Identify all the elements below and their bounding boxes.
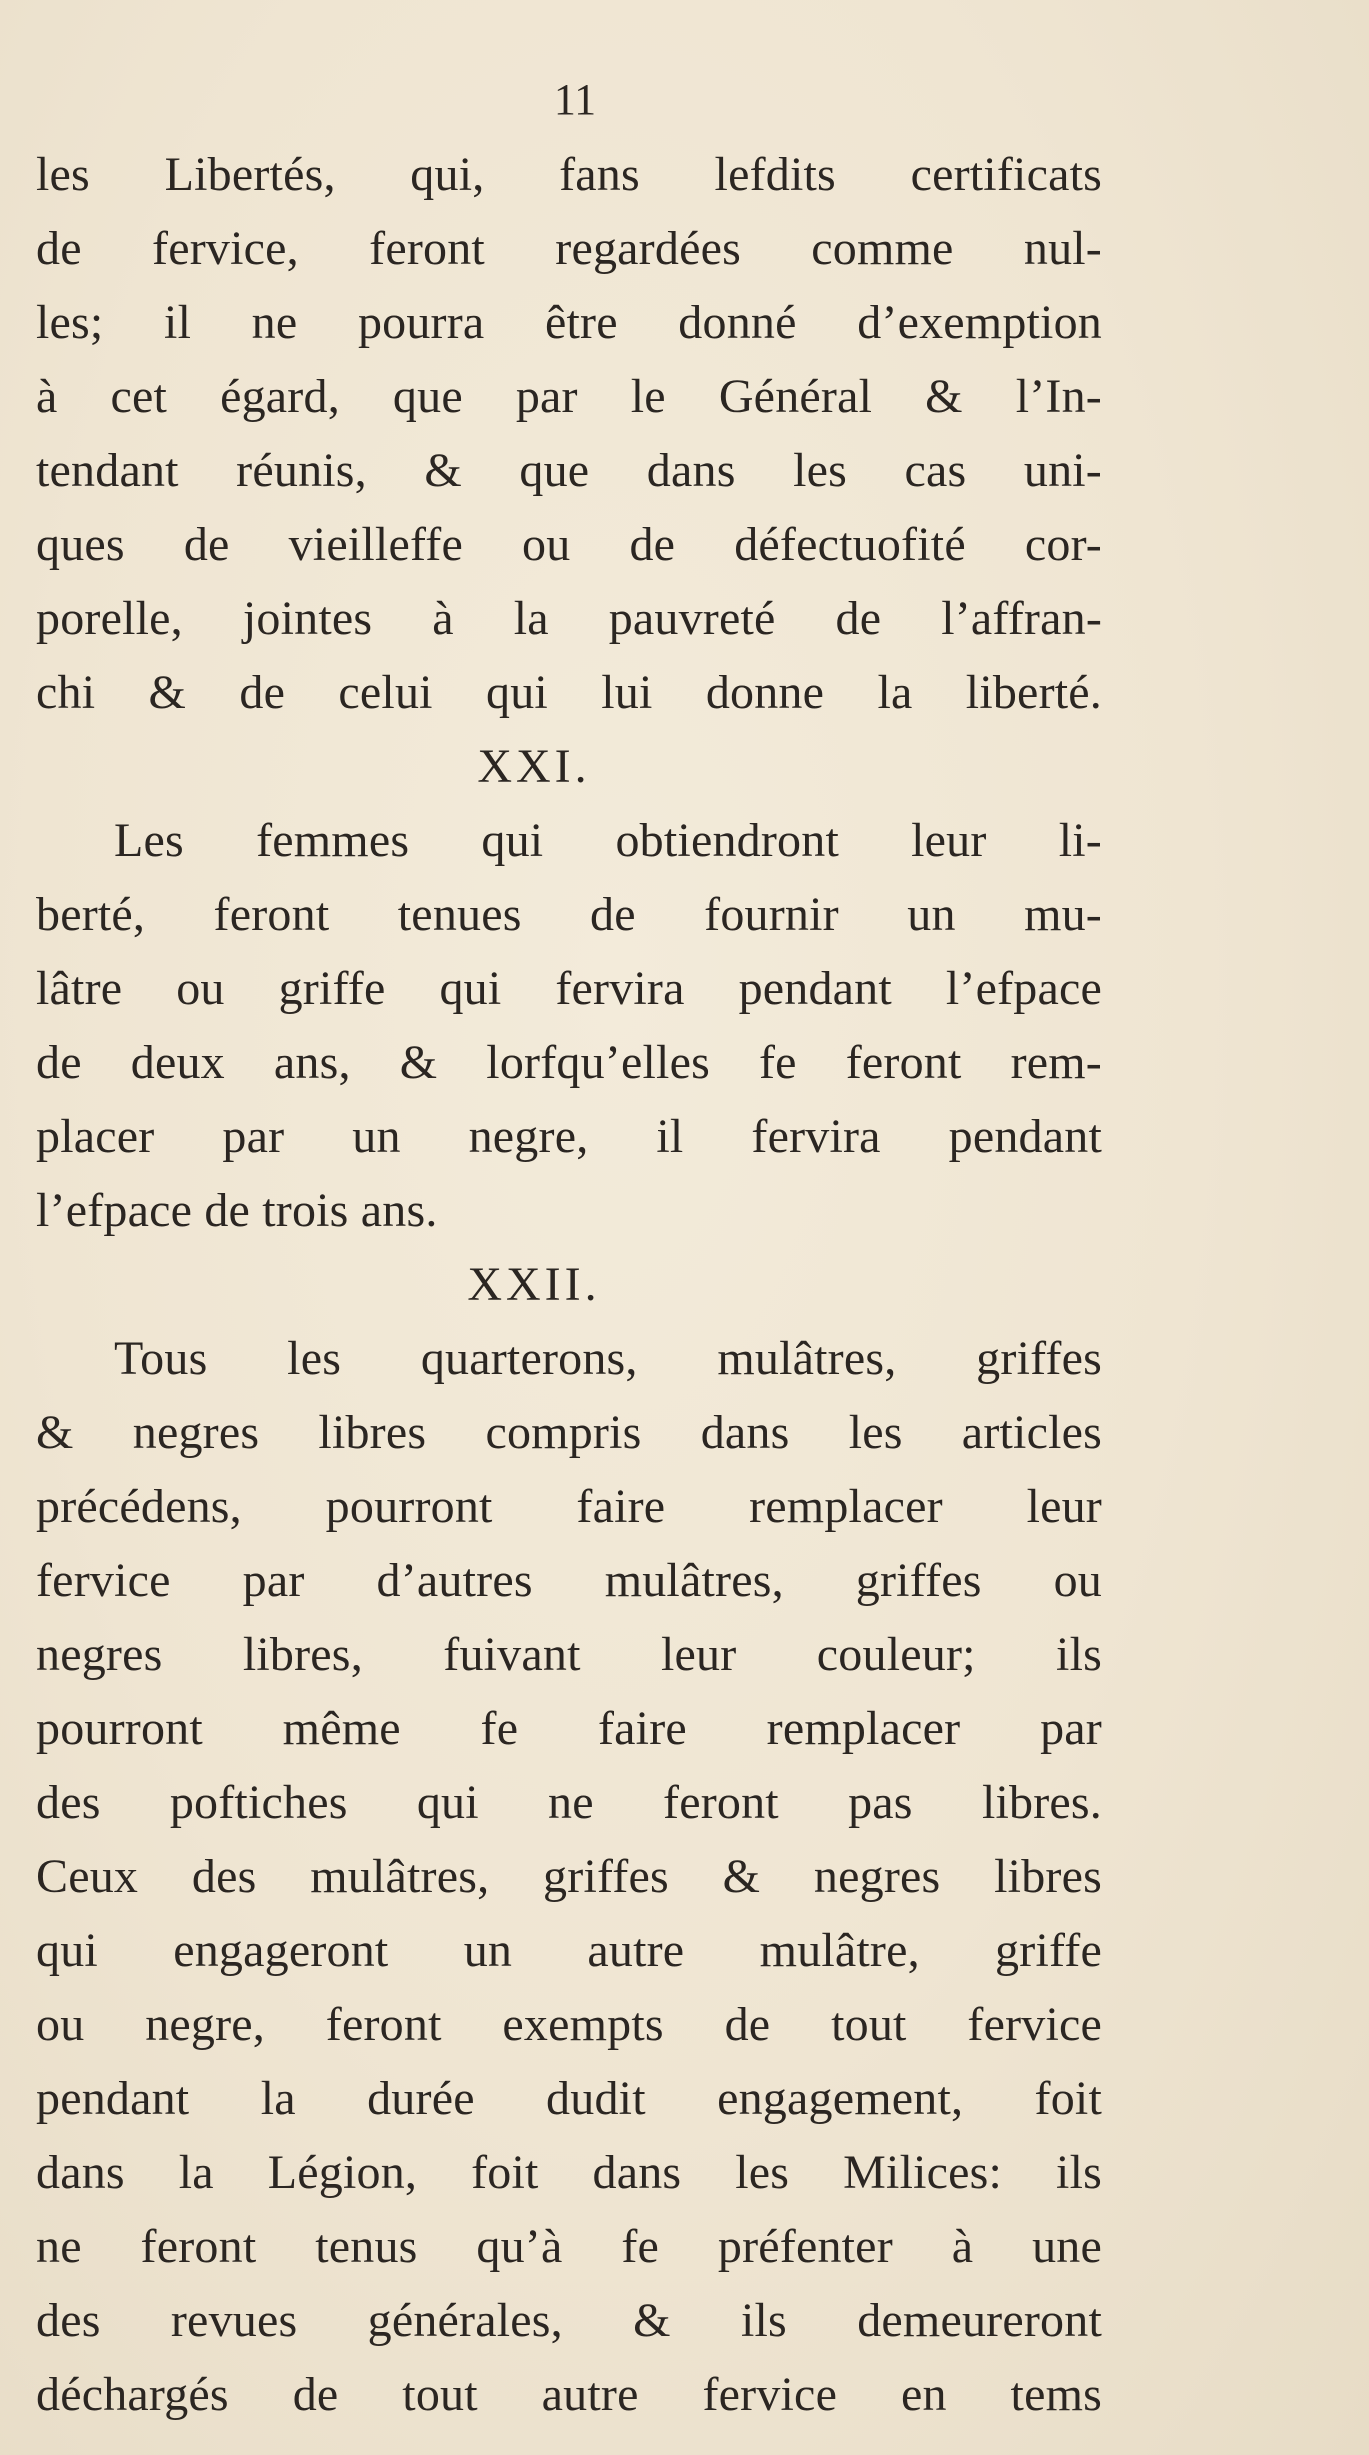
text-line: negres libres, fuivant leur couleur; ils — [36, 1628, 1102, 1681]
text-line: lâtre ou griffe qui fervira pendant l’efpace — [36, 962, 1102, 1015]
text-line: Tous les quarterons, mulâtres, griffes — [114, 1332, 1102, 1385]
text-line: des poftiches qui ne feront pas libres. — [36, 1776, 1102, 1829]
text-line: précédens, pourront faire remplacer leur — [36, 1480, 1102, 1533]
text-line: des revues générales, & ils demeureront — [36, 2294, 1102, 2347]
text-line: de deux ans, & lorfqu’elles fe feront rem- — [36, 1036, 1102, 1089]
body-text — [36, 138, 1102, 2432]
text-line: les; il ne pourra être donné d’exemption — [36, 296, 1102, 349]
text-line: tendant réunis, & que dans les cas uni- — [36, 444, 1102, 497]
text-line: pourront même fe faire remplacer par — [36, 1702, 1102, 1755]
text-line: chi & de celui qui lui donne la liberté. — [36, 666, 1102, 719]
text-line: ne feront tenus qu’à fe préfenter à une — [36, 2220, 1102, 2273]
text-line: de fervice, feront regardées comme nul- — [36, 222, 1102, 275]
text-line: ou negre, feront exempts de tout fervice — [36, 1998, 1102, 2051]
text-line: Les femmes qui obtiendront leur li- — [114, 814, 1102, 867]
text-line: qui engageront un autre mulâtre, griffe — [36, 1924, 1102, 1977]
text-line: l’efpace de trois ans. — [36, 1184, 438, 1237]
text-line: berté, feront tenues de fournir un mu- — [36, 888, 1102, 941]
text-line: fervice par d’autres mulâtres, griffes ou — [36, 1554, 1102, 1607]
text-line: déchargés de tout autre fervice en tems — [36, 2368, 1102, 2421]
text-line: dans la Légion, foit dans les Milices: ils — [36, 2146, 1102, 2199]
text-line: & negres libres compris dans les articles — [36, 1406, 1102, 1459]
text-line: pendant la durée dudit engagement, foit — [36, 2072, 1102, 2125]
text-line: placer par un negre, il fervira pendant — [36, 1110, 1102, 1163]
page-number: 11 — [553, 75, 597, 124]
text-line: ques de vieilleffe ou de défectuofité cor- — [36, 518, 1102, 571]
text-line: à cet égard, que par le Général & l’In- — [36, 370, 1102, 423]
text-line: Ceux des mulâtres, griffes & negres libres — [36, 1850, 1102, 1903]
article-heading: XXI. — [477, 740, 591, 793]
text-line: porelle, jointes à la pauvreté de l’affran- — [36, 592, 1102, 645]
text-line: les Libertés, qui, fans lefdits certificats — [36, 148, 1102, 201]
article-heading: XXII. — [467, 1258, 601, 1311]
